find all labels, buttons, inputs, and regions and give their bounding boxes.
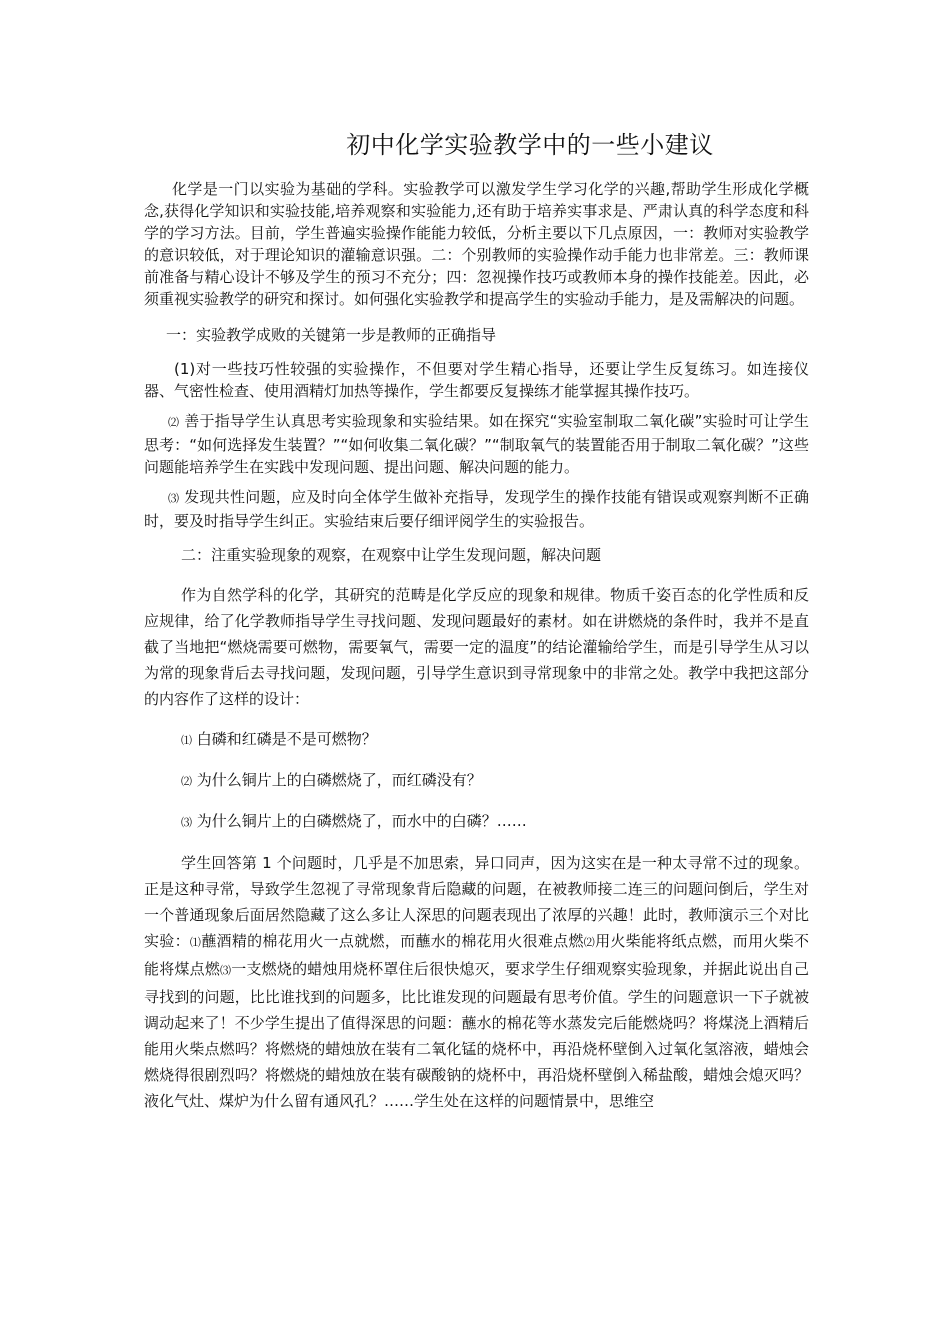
item-text: 发现共性问题，应及时向全体学生做补充指导，发现学生的操作技能有错误或观察判断不正确时，要及时指导学生纠正。实验结束后要仔细评阅学生的实验报告。 [144,488,809,530]
section2-heading: 二：注重实验现象的观察，在观察中让学生发现问题，解决问题 [181,546,602,564]
paragraph-text: 一支燃烧的蜡烛用烧杯罩住后很快熄灭，要求学生仔细观察实验现象，并据此说出自己寻找到的问题，比比谁找到的问题多，比比谁发现的问题最有思考价值。学生的问题意识一下子就被调动起来了！不少学生提出了值得深思的问题：蘸水的棉花等水蒸发完后能燃烧吗？将煤浇上酒精后能用火柴点燃吗？将燃烧的蜡烛放在装有二氧化锰的烧杯中，再沿烧杯壁倒入过氧化氢溶液，蜡烛会燃烧得很剧烈吗？将燃烧的蜡烛放在装有碳酸钠的烧杯中，再沿烧杯壁倒入稀盐酸，蜡烛会熄灭吗？液化气灶、煤炉为什么留有通风孔？……学生处在这样的问题情景中，思维空 [144,960,809,1110]
question-number: ⑵ [181,775,192,788]
question-3 [144,810,809,834]
question-2 [144,769,809,793]
question-number: ⑴ [181,734,192,747]
intro-paragraph: 化学是一门以实验为基础的学科。实验教学可以激发学生学习化学的兴趣,帮助学生形成化学概念,获得化学知识和实验技能,培养观察和实验能力,还有助于培养实事求是、严肃认真的科学态度和科学的学习方法。目前，学生普遍实验操作能能力较低，分析主要以下几点原因，一：教师对实验教学的意识较低，对于理论知识的灌输意识强。二：个别教师的实验操作动手能力也非常差。三：教师课前准备与精心设计不够及学生的预习不充分；四：忽视操作技巧或教师本身的操作技能差。因此，必须重视实验教学的研究和探讨。如何强化实验教学和提高学生的实验动手能力，是及需解决的问题。 [144,180,809,308]
paragraph-text: 用火柴能将纸点燃，而用火柴不能将煤点燃 [144,932,809,978]
question-number: ⑶ [181,816,192,829]
item-number: ⑵ [168,416,180,429]
section1-heading: 一：实验教学成败的关键第一步是教师的正确指导 [166,326,497,344]
question-text: 为什么铜片上的白磷燃烧了，而水中的白磷？…… [192,812,527,830]
experiment-number: ⑶ [220,964,232,977]
paragraph-text: 蘸酒精的棉花用火一点就燃，而蘸水的棉花用火很难点燃 [201,932,584,950]
paragraph-text: 学生回答第 1 个问题时，几乎是不加思索，异口同声，因为这实在是一种太寻常不过的现象。正是这种寻常，导致学生忽视了寻常现象背后隐藏的问题，在被教师接二连三的问题问倒后，学生对一个普通现象后面居然隐藏了这么多让人深思的问题表现出了浓厚的兴趣！此时，教师演示三个对比实验： [144,854,809,950]
document-body [144,178,809,1114]
section2-paragraph1: 作为自然学科的化学，其研究的范畴是化学反应的现象和规律。物质千姿百态的化学性质和反应规律，给了化学教师指导学生寻找问题、发现问题最好的素材。如在讲燃烧的条件时，我并不是直截了当地把“燃烧需要可燃物，需要氧气，需要一定的温度”的结论灌输给学生，而是引导学生从习以为常的现象背后去寻找问题，发现问题，引导学生意识到寻常现象中的非常之处。教学中我把这部分的内容作了这样的设计： [144,586,809,708]
experiment-number: ⑴ [189,936,202,949]
item-number: ⑶ [168,492,180,505]
question-text: 白磷和红磷是不是可燃物？ [192,730,377,748]
section2-paragraph2 [144,850,809,1114]
section1-item2 [144,410,809,478]
question-1 [144,728,809,752]
question-text: 为什么铜片上的白磷燃烧了，而红磷没有？ [192,771,482,789]
item-text: 善于指导学生认真思考实验现象和实验结果。如在探究“实验室制取二氧化碳”实验时可让学生思考：“如何选择发生装置？”“如何收集二氧化碳？”“制取氧气的装置能否用于制取二氧化碳？”这些问题能培养学生在实践中发现问题、提出问题、解决问题的能力。 [144,412,809,476]
section1-item3 [144,486,809,532]
page-title: 初中化学实验教学中的一些小建议 [346,131,714,159]
experiment-number: ⑵ [583,936,596,949]
section1-item1: (1)对一些技巧性较强的实验操作，不但要对学生精心指导，还要让学生反复练习。如连接仪器、气密性检查、使用酒精灯加热等操作，学生都要反复操练才能掌握其操作技巧。 [144,360,809,400]
